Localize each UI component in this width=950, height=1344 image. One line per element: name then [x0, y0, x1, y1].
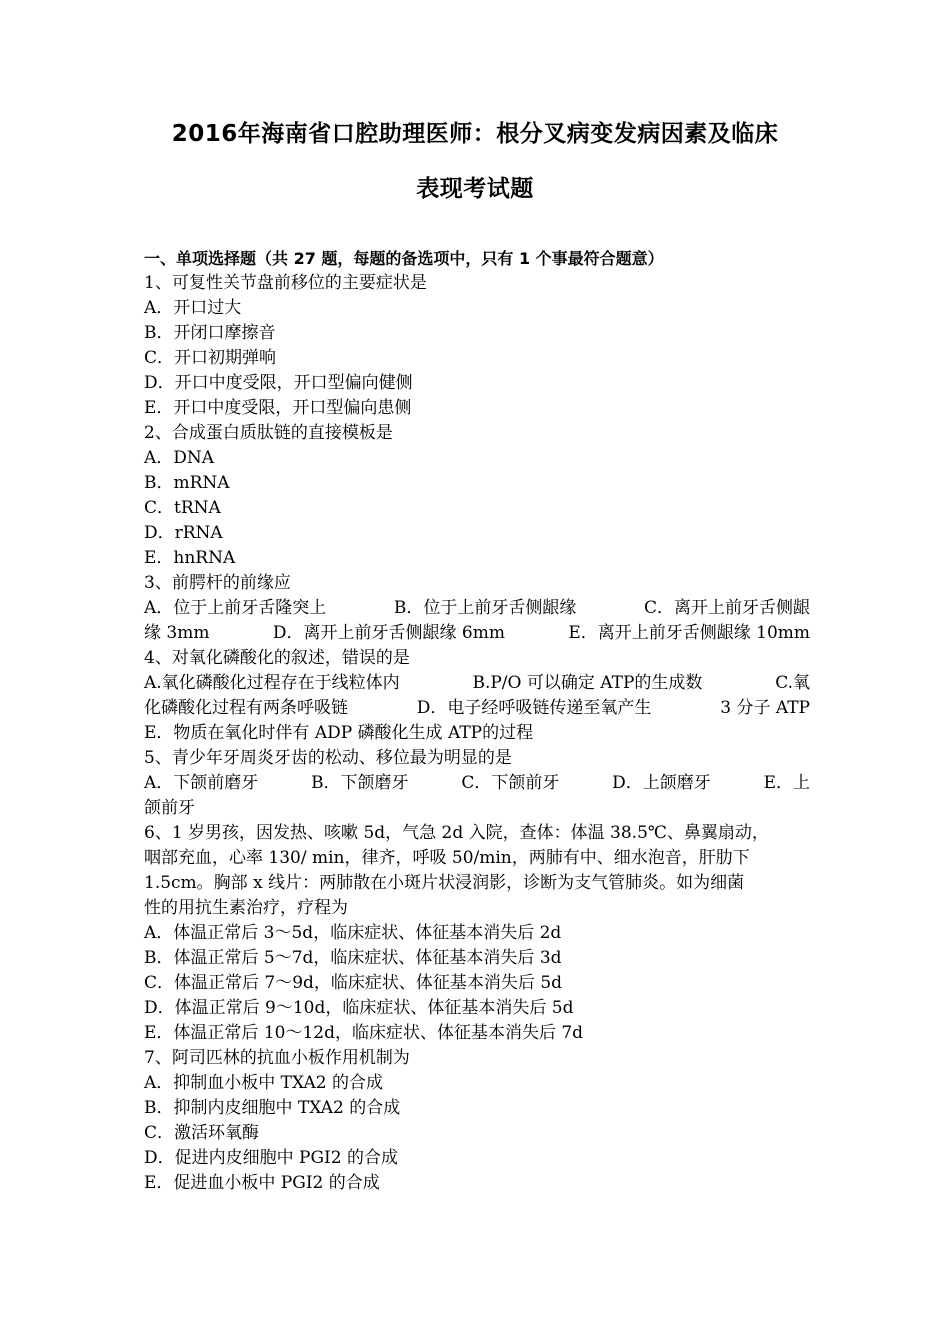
- question-7-option-d: D．促进内皮细胞中 PGI2 的合成: [144, 1148, 398, 1168]
- question-4-option-c: C.氧: [775, 673, 810, 693]
- question-5-option-e-cont: 颌前牙: [144, 798, 195, 818]
- question-6-stem-line3: 1.5cm。胸部 x 线片：两肺散在小斑片状浸润影，诊断为支气管肺炎。如为细菌: [144, 873, 745, 893]
- question-6-option-c: C．体温正常后 7～9d，临床症状、体征基本消失后 5d: [144, 973, 563, 993]
- question-7-stem: 7、阿司匹林的抗血小板作用机制为: [144, 1048, 410, 1068]
- question-7-option-c: C．激活环氧酶: [144, 1123, 260, 1143]
- document-body: [144, 246, 810, 1196]
- question-3-option-a: A．位于上前牙舌隆突上: [144, 598, 327, 618]
- question-6-option-a: A．体温正常后 3～5d，临床症状、体征基本消失后 2d: [144, 923, 562, 943]
- question-7-option-b: B．抑制内皮细胞中 TXA2 的合成: [144, 1098, 401, 1118]
- question-3-option-b: B．位于上前牙舌侧龈缘: [393, 598, 577, 618]
- question-3-option-c-cont: 缘 3mm: [144, 623, 210, 643]
- question-5-stem: 5、青少年牙周炎牙齿的松动、移位最为明显的是: [144, 748, 512, 768]
- question-3-options-line1: [144, 596, 810, 621]
- question-2-stem: 2、合成蛋白质肽链的直接模板是: [144, 423, 393, 443]
- question-5-option-d: D．上颌磨牙: [612, 773, 711, 793]
- question-6-option-b: B．体温正常后 5～7d，临床症状、体征基本消失后 3d: [144, 948, 562, 968]
- question-4-option-d: D．电子经呼吸链传递至氧产生: [416, 698, 652, 718]
- question-7-option-e: E．促进血小板中 PGI2 的合成: [144, 1173, 380, 1193]
- question-1-option-c: C．开口初期弹响: [144, 348, 277, 368]
- question-4-option-b: B.P/O 可以确定 ATP的生成数: [472, 673, 703, 693]
- question-4-option-d-cont: 3 分子 ATP: [720, 698, 810, 718]
- question-6-stem-line4: 性的用抗生素治疗，疗程为: [144, 898, 348, 918]
- question-3-options-line2: [144, 621, 810, 646]
- question-3-stem: 3、前腭杆的前缘应: [144, 573, 291, 593]
- question-4-options-line2: [144, 696, 810, 721]
- question-4-option-e: E．物质在氧化时伴有 ADP 磷酸化生成 ATP的过程: [144, 723, 534, 743]
- question-2-option-c: C．tRNA: [144, 498, 221, 518]
- question-6-option-e: E．体温正常后 10～12d，临床症状、体征基本消失后 7d: [144, 1023, 584, 1043]
- question-4-option-a: A.氧化磷酸化过程存在于线粒体内: [144, 673, 400, 693]
- question-3-option-c: C．离开上前牙舌侧龈: [643, 598, 810, 618]
- question-4-stem: 4、对氧化磷酸化的叙述，错误的是: [144, 648, 410, 668]
- question-1-option-b: B．开闭口摩擦音: [144, 323, 276, 343]
- question-3-option-d: D．离开上前牙舌侧龈缘 6mm: [272, 623, 505, 643]
- question-2-option-b: B．mRNA: [144, 473, 230, 493]
- document-title-line2: 表现考试题: [416, 176, 534, 202]
- question-5-options-line1: [144, 771, 810, 796]
- question-6-stem-line2: 咽部充血，心率 130/ min，律齐，呼吸 50/min，两肺有中、细水泡音，肝肋下: [144, 848, 750, 868]
- question-5-option-b: B．下颌磨牙: [311, 773, 409, 793]
- question-1-stem: 1、可复性关节盘前移位的主要症状是: [144, 273, 427, 293]
- question-1-option-a: A．开口过大: [144, 298, 242, 318]
- question-4-options-line1: [144, 671, 810, 696]
- question-2-option-a: A．DNA: [144, 448, 215, 468]
- question-2-option-e: E．hnRNA: [144, 548, 236, 568]
- question-5-option-c: C．下颌前牙: [461, 773, 560, 793]
- document-title-line1: 2016年海南省口腔助理医师：根分叉病变发病因素及临床: [171, 121, 779, 147]
- question-1-option-d: D．开口中度受限，开口型偏向健侧: [144, 373, 413, 393]
- question-2-option-d: D．rRNA: [144, 523, 223, 543]
- question-5-option-a: A．下颌前磨牙: [144, 773, 259, 793]
- question-6-stem-line1: 6、1 岁男孩，因发热、咳嗽 5d，气急 2d 入院，查体：体温 38.5℃、鼻翼扇动，: [144, 823, 769, 843]
- question-5-option-e: E．上: [763, 773, 810, 793]
- question-3-option-e: E．离开上前牙舌侧龈缘 10mm: [568, 623, 810, 643]
- question-1-option-e: E．开口中度受限，开口型偏向患侧: [144, 398, 412, 418]
- question-7-option-a: A．抑制血小板中 TXA2 的合成: [144, 1073, 384, 1093]
- section-heading: 一、单项选择题（共 27 题，每题的备选项中，只有 1 个事最符合题意）: [144, 249, 664, 268]
- question-6-option-d: D．体温正常后 9～10d，临床症状、体征基本消失后 5d: [144, 998, 574, 1018]
- question-4-option-c-cont: 化磷酸化过程有两条呼吸链: [144, 698, 348, 718]
